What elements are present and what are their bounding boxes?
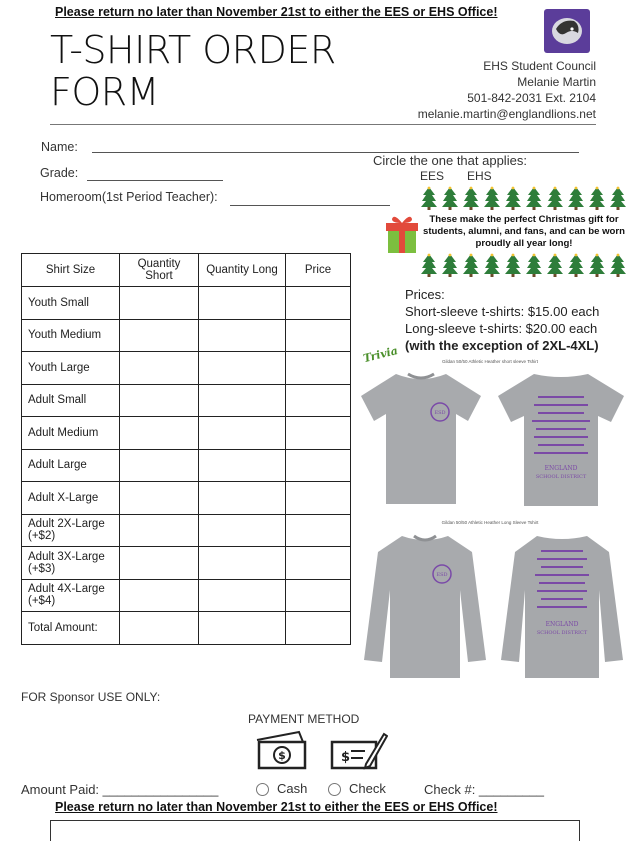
price-cell[interactable] [286,514,351,547]
quantity-short-cell[interactable] [120,352,199,385]
sponsor-notes-box[interactable] [50,820,580,841]
size-label: Total Amount: [22,612,120,645]
contact-email[interactable]: melanie.martin@englandlions.net [417,107,596,121]
tree-row-top [418,186,630,215]
size-label: Adult Large [22,449,120,482]
quantity-short-cell[interactable] [120,579,199,612]
price-cell[interactable] [286,384,351,417]
long-sleeve-caption: Gildan 50/50 Athletic Heather Long Sleeve Tshirt [441,520,539,525]
christmas-trees-icon [418,186,630,210]
svg-text:ENGLAND: ENGLAND [545,621,579,628]
contact-name: Melanie Martin [517,75,596,89]
table-row [22,319,351,352]
school-option-ees[interactable]: EES [420,169,445,183]
name-label: Name: [41,140,78,154]
quantity-long-cell[interactable] [199,319,286,352]
quantity-short-cell[interactable] [120,482,199,515]
quantity-short-cell[interactable] [120,449,199,482]
col-price: Price [286,254,351,287]
size-label: Adult Medium [22,417,120,450]
price-exception: (with the exception of 2XL-4XL) [405,338,599,353]
contact-block [418,58,596,122]
form-title-line2: FORM [50,70,159,114]
prices-block [405,286,599,354]
table-row [22,612,351,645]
quantity-short-cell[interactable] [120,319,199,352]
table-row [22,417,351,450]
quantity-long-cell[interactable] [199,449,286,482]
quantity-long-cell[interactable] [199,514,286,547]
check-number-field[interactable]: Check #: _________ [424,782,544,797]
gift-icon [386,213,418,260]
cash-radio[interactable] [256,783,269,796]
short-sleeve-front-image [356,366,486,511]
lion-logo [544,9,590,53]
homeroom-label: Homeroom(1st Period Teacher): [40,190,218,204]
price-cell[interactable] [286,319,351,352]
size-label: Adult Small [22,384,120,417]
table-row [22,352,351,385]
size-label: Adult 3X-Large (+$3) [22,547,120,580]
table-row [22,287,351,320]
payment-cash-option[interactable] [256,781,307,796]
check-icon [330,730,388,777]
grade-label: Grade: [40,166,79,180]
size-label: Youth Large [22,352,120,385]
table-row [22,384,351,417]
christmas-trees-icon [418,253,630,277]
svg-text:$: $ [341,750,351,765]
quantity-long-cell[interactable] [199,547,286,580]
table-row [22,579,351,612]
table-row [22,482,351,515]
front-logo-text: ESD [434,410,446,416]
col-quantity-long: Quantity Long [199,254,286,287]
payment-method-label: PAYMENT METHOD [248,712,360,726]
circle-label: Circle the one that applies: [373,153,527,168]
form-title-line1: T-SHIRT ORDER [50,28,336,72]
price-cell[interactable] [286,579,351,612]
size-label: Youth Small [22,287,120,320]
sponsor-label: FOR Sponsor USE ONLY: [21,690,161,704]
header-divider [50,124,596,125]
size-label: Adult 4X-Large (+$4) [22,579,120,612]
lion-icon [544,9,590,53]
tree-row-bottom [418,253,630,282]
quantity-long-cell[interactable] [199,287,286,320]
price-cell[interactable] [286,417,351,450]
order-table [21,253,351,645]
price-cell[interactable] [286,482,351,515]
amount-paid-field[interactable]: Amount Paid: ________________ [21,782,219,797]
short-sleeve-caption: Gildan 50/50 Athletic Heather short sleeve Tshirt [442,359,538,364]
quantity-long-cell[interactable] [199,417,286,450]
quantity-long-cell[interactable] [199,579,286,612]
trivia-logo: Trivia [361,344,400,366]
long-sleeve-front-image [360,530,490,685]
size-label: Adult 2X-Large (+$2) [22,514,120,547]
table-header-row [22,254,351,287]
cash-icon [253,730,309,775]
quantity-short-cell[interactable] [120,287,199,320]
check-radio[interactable] [328,783,341,796]
svg-text:$: $ [278,749,286,762]
prices-heading: Prices: [405,287,445,302]
svg-text:ESD: ESD [436,572,448,578]
size-label: Youth Medium [22,319,120,352]
contact-org: EHS Student Council [483,59,596,73]
price-long: Long-sleeve t-shirts: $20.00 each [405,321,598,336]
quantity-long-cell[interactable] [199,384,286,417]
table-row [22,449,351,482]
short-sleeve-back-image [494,366,628,513]
col-shirt-size: Shirt Size [22,254,120,287]
long-sleeve-back-image [497,530,627,685]
quantity-short-cell[interactable] [120,384,199,417]
price-cell[interactable] [286,449,351,482]
price-short: Short-sleeve t-shirts: $15.00 each [405,304,600,319]
grade-field[interactable] [87,180,223,181]
cash-label: Cash [277,781,308,796]
payment-check-option[interactable] [328,781,386,796]
size-label: Adult X-Large [22,482,120,515]
table-row [22,547,351,580]
homeroom-field[interactable] [230,205,390,206]
price-cell[interactable] [286,287,351,320]
col-quantity-short: Quantity Short [120,254,199,287]
check-label: Check [349,781,386,796]
quantity-long-cell[interactable] [199,612,286,645]
svg-text:SCHOOL DISTRICT: SCHOOL DISTRICT [536,630,588,636]
price-cell[interactable] [286,352,351,385]
quantity-long-cell[interactable] [199,482,286,515]
price-cell[interactable] [286,547,351,580]
quantity-short-cell[interactable] [120,612,199,645]
contact-phone: 501-842-2031 Ext. 2104 [467,91,596,105]
svg-text:ENGLAND: ENGLAND [544,465,578,472]
quantity-short-cell[interactable] [120,417,199,450]
quantity-long-cell[interactable] [199,352,286,385]
quantity-short-cell[interactable] [120,547,199,580]
table-row [22,514,351,547]
bottom-banner: Please return no later than November 21st to either the EES or EHS Office! [55,800,498,814]
price-cell[interactable] [286,612,351,645]
top-banner: Please return no later than November 21st to either the EES or EHS Office! [55,5,498,19]
gift-message: These make the perfect Christmas gift for students, alumni, and fans, and can be worn proudly all year long! [422,214,626,249]
svg-text:SCHOOL DISTRICT: SCHOOL DISTRICT [535,474,587,480]
quantity-short-cell[interactable] [120,514,199,547]
school-option-ehs[interactable]: EHS [467,169,492,183]
